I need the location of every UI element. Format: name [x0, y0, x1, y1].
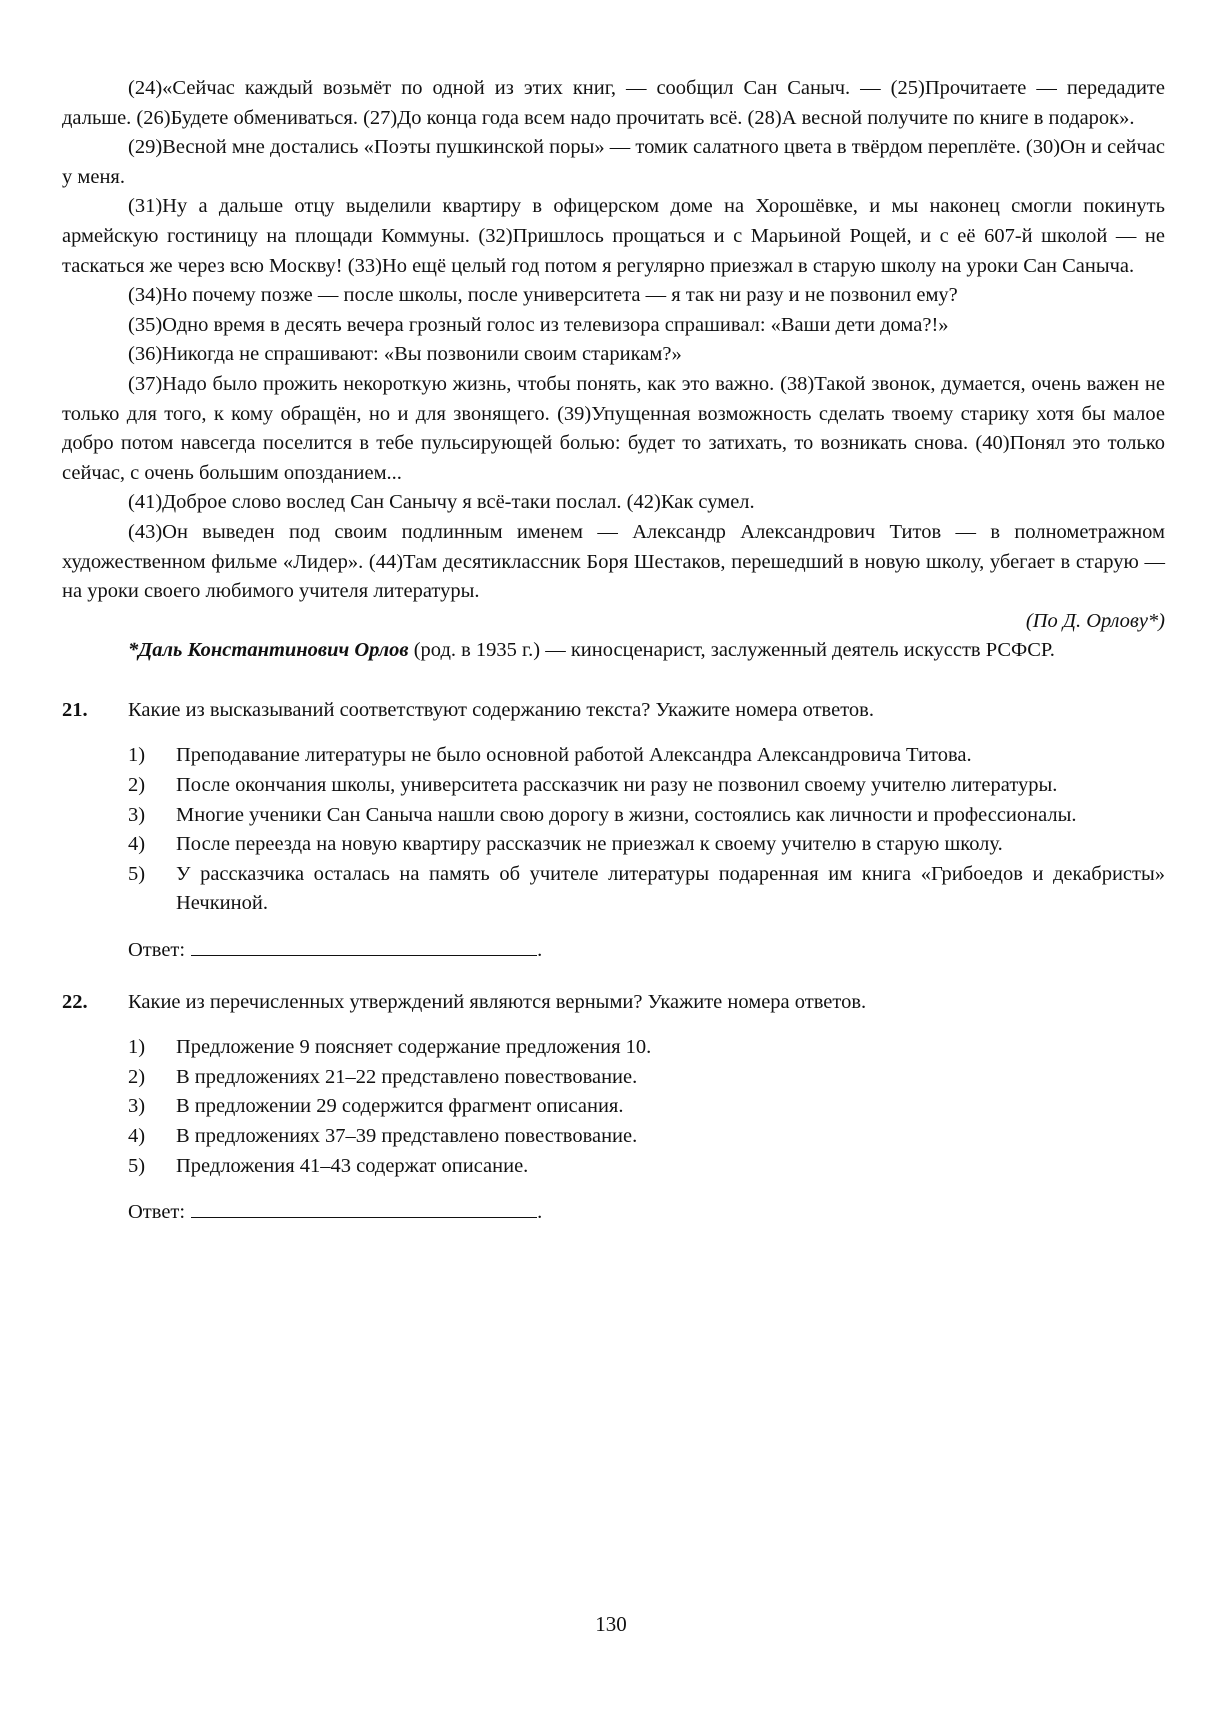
text-paragraph: (43)Он выведен под своим подлинным именем — Александр Александрович Титов — в полнометражном художественном фильме «Лидер». (44)Там десятиклассник Боря Шестаков, перешедший в новую школу, убегает в старую — на уроки своего любимого учителя литературы. [62, 520, 1165, 603]
option-text: У рассказчика осталась на память об учителе литературы подаренная им книга «Грибоедов и декабристы» Нечкиной. [176, 862, 1165, 915]
option-item [128, 1063, 1165, 1093]
option-item [128, 830, 1165, 860]
answer-field[interactable] [191, 933, 537, 956]
text-paragraph: (31)Ну а дальше отцу выделили квартиру в офицерском доме на Хорошёвке, и мы наконец смогли покинуть армейскую гостиницу на площади Коммуны. (32)Пришлось прощаться и с Марьиной Рощей, и с её 607-й школой — не таскаться же через всю Москву! (33)Но ещё целый год потом я регулярно приезжал в старую школу на уроки Сан Саныча. [62, 195, 1165, 277]
option-item [128, 1092, 1165, 1122]
option-text: В предложениях 37–39 представлено повествование. [176, 1125, 638, 1147]
footnote-author-name: *Даль Константинович Орлов [128, 639, 409, 662]
option-text: После переезда на новую квартиру рассказчик не приезжал к своему учителю в старую школу. [176, 833, 1003, 856]
option-number: 5) [128, 1154, 146, 1177]
text-paragraph: (24)«Сейчас каждый возьмёт по одной из этих книг, — сообщил Сан Саныч. — (25)Прочитаете — передадите дальше. (26)Будете обмениваться. (27)До конца года всем надо прочитать всё. (28)А весной получите по книге в подарок». [62, 77, 1165, 129]
page-content [62, 74, 1165, 1228]
task-number: 22. [62, 990, 88, 1013]
option-text: Преподавание литературы не было основной работой Александра Александровича Титова. [176, 744, 972, 767]
author-signature: (По Д. Орлову*) [1025, 609, 1165, 632]
answer-end: . [537, 939, 543, 962]
task-22 [62, 988, 1165, 1228]
author-footnote [62, 636, 1165, 666]
option-number: 2) [128, 1065, 146, 1088]
option-text: В предложениях 21–22 представлено повествование. [176, 1065, 638, 1088]
task-number: 21. [62, 698, 88, 721]
option-text: Предложения 41–43 содержат описание. [176, 1154, 529, 1177]
text-paragraph: (29)Весной мне достались «Поэты пушкинской поры» — томик салатного цвета в твёрдом переплёте. (30)Он и сейчас у меня. [62, 136, 1165, 188]
option-text: Многие ученики Сан Саныча нашли свою дорогу в жизни, состоялись как личности и профессионалы. [176, 803, 1077, 826]
option-number: 1) [128, 1036, 146, 1059]
answer-row [128, 1195, 1165, 1228]
footnote-text: (род. в 1935 г.) — киносценарист, заслуженный деятель искусств РСФСР. [408, 639, 1055, 662]
task-21 [62, 696, 1165, 966]
option-number: 4) [128, 1125, 146, 1147]
option-item [128, 860, 1165, 919]
option-text: После окончания школы, университета рассказчик ни разу не позвонил своему учителю литературы. [176, 774, 1058, 797]
task-question: Какие из высказываний соответствуют содержанию текста? Укажите номера ответов. [128, 698, 874, 721]
option-number: 5) [128, 862, 146, 885]
answer-row [128, 933, 1165, 966]
option-item [128, 801, 1165, 831]
answer-label: Ответ: [128, 939, 186, 962]
answer-end: . [537, 1201, 543, 1224]
option-item [128, 741, 1165, 771]
options-list [128, 741, 1165, 919]
answer-field[interactable] [191, 1195, 537, 1218]
text-body [62, 74, 1165, 666]
option-item [128, 1122, 1165, 1152]
option-number: 3) [128, 1095, 146, 1118]
option-text: Предложение 9 поясняет содержание предложения 10. [176, 1036, 652, 1059]
option-item [128, 1033, 1165, 1063]
option-number: 3) [128, 803, 146, 826]
answer-label: Ответ: [128, 1201, 186, 1224]
task-question: Какие из перечисленных утверждений являются верными? Укажите номера ответов. [128, 990, 867, 1013]
text-paragraph: (41)Доброе слово вослед Сан Санычу я всё-таки послал. (42)Как сумел. [128, 491, 755, 514]
option-item [128, 771, 1165, 801]
option-item [128, 1152, 1165, 1182]
option-number: 2) [128, 774, 146, 797]
options-list [128, 1033, 1165, 1181]
option-number: 4) [128, 833, 146, 856]
option-number: 1) [128, 744, 146, 767]
text-paragraph: (35)Одно время в десять вечера грозный голос из телевизора спрашивал: «Ваши дети дома?!» [128, 313, 949, 336]
text-paragraph: (37)Надо было прожить некороткую жизнь, чтобы понять, как это важно. (38)Такой звонок, думается, очень важен не только для того, к кому обращён, но и для звонящего. (39)Упущенная возможность сделать твоему старику хотя бы малое добро потом навсегда поселится в тебе пульсирующей болью: будет то затихать, то возникать снова. (40)Понял это только сейчас, с очень большим опозданием... [62, 372, 1165, 484]
page-number: 130 [595, 1612, 627, 1636]
text-paragraph: (36)Никогда не спрашивают: «Вы позвонили своим старикам?» [128, 343, 682, 366]
option-text: В предложении 29 содержится фрагмент описания. [176, 1095, 624, 1118]
text-paragraph: (34)Но почему позже — после школы, после университета — я так ни разу и не позвонил ему? [128, 284, 958, 307]
